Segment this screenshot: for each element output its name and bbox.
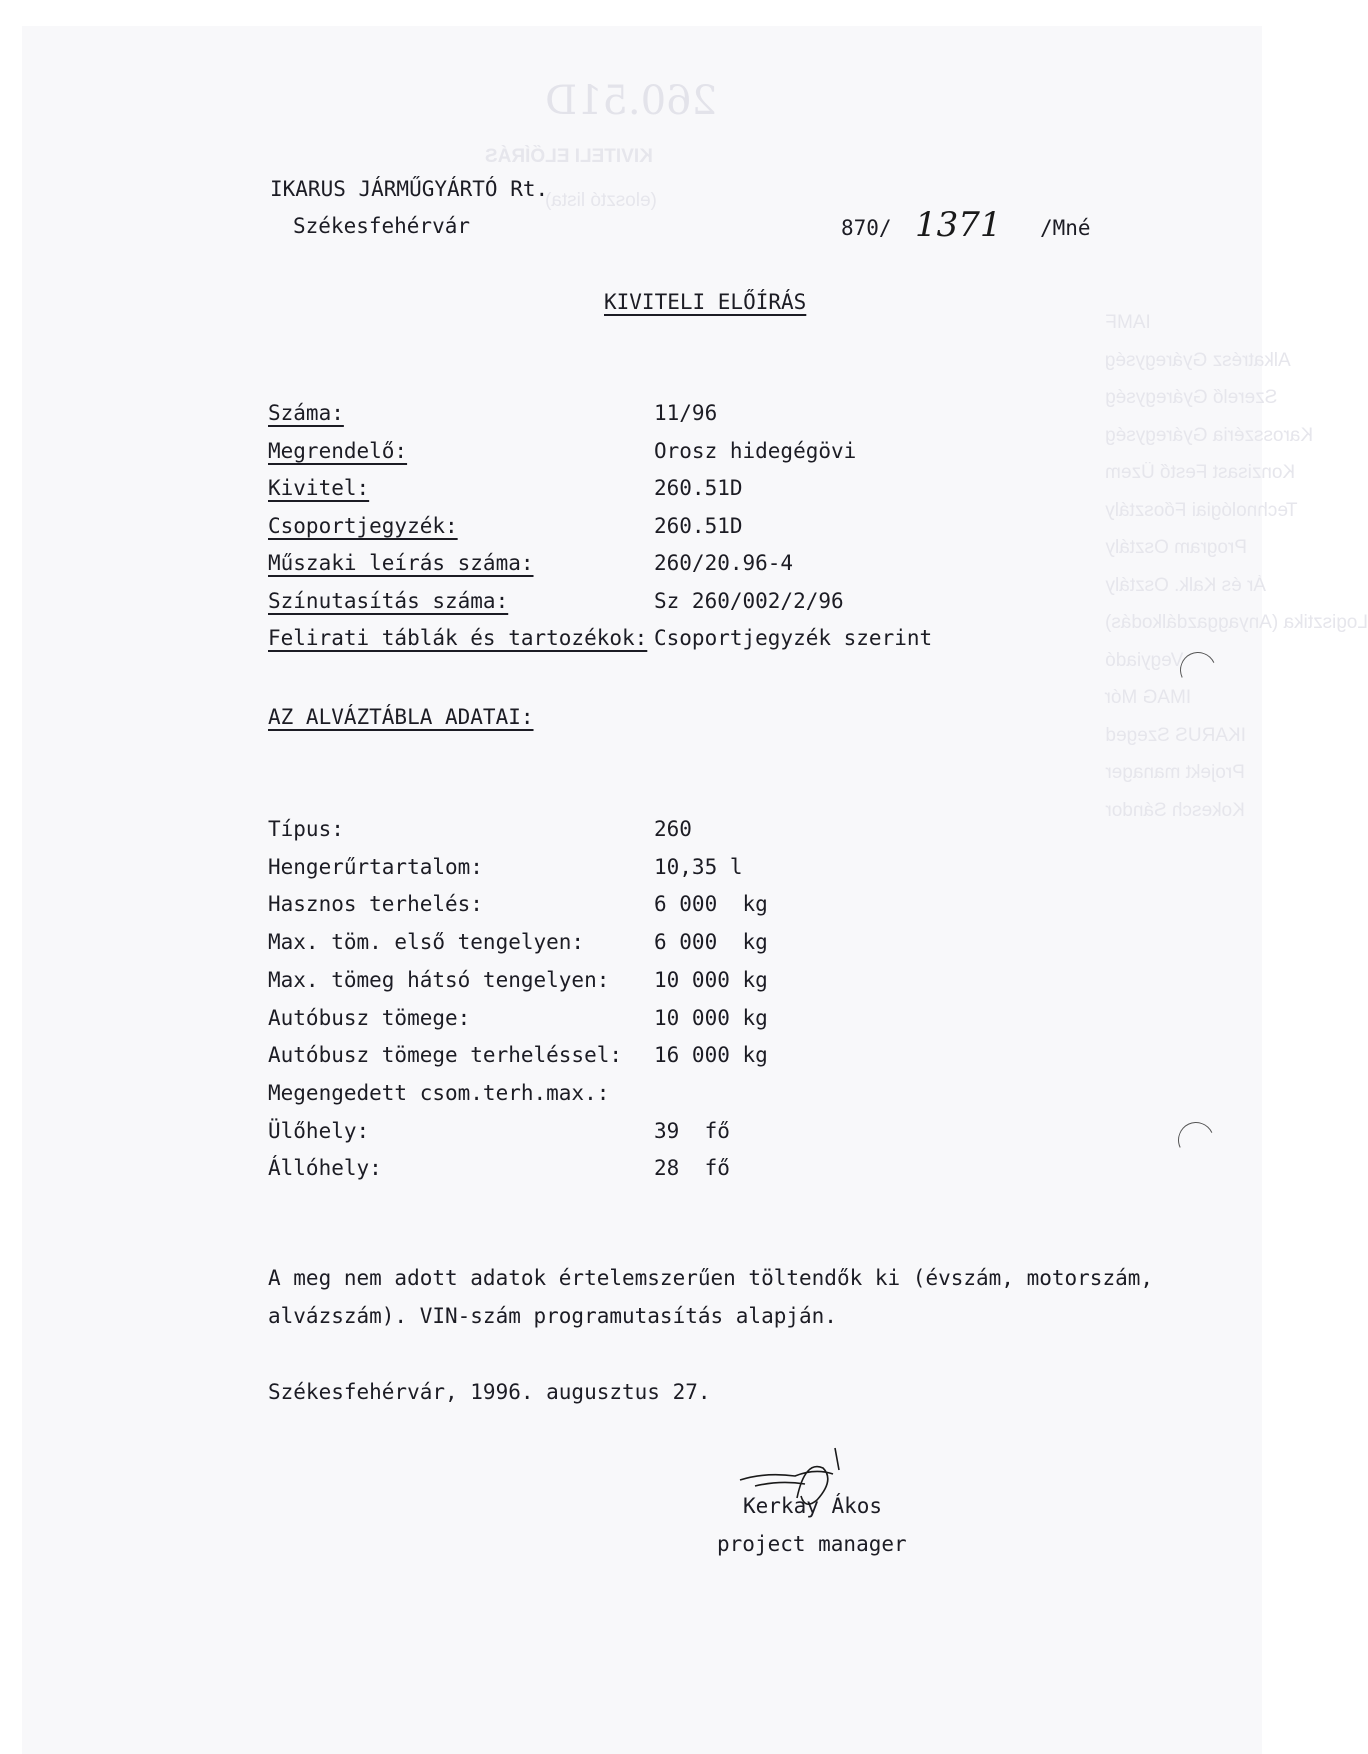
bleed-through-title: KIVITELI ELŐÍRÁS bbox=[485, 146, 653, 167]
note-line-1: A meg nem adott adatok értelemszerűen töltendők ki (évszám, motorszám, bbox=[268, 1266, 1154, 1290]
bleed-through-code: 260.51D bbox=[545, 78, 718, 124]
spec-value: 260/20.96-4 bbox=[654, 551, 794, 575]
spec-value: Sz 260/002/2/96 bbox=[654, 589, 844, 613]
bleed-through-item: Program Osztály bbox=[1105, 537, 1247, 558]
chassis-label: Típus: bbox=[268, 817, 344, 841]
spec-label: Csoportjegyzék: bbox=[268, 514, 458, 538]
chassis-label: Állóhely: bbox=[268, 1156, 382, 1180]
chassis-label: Autóbusz tömege: bbox=[268, 1006, 471, 1030]
chassis-value: 16 000 kg bbox=[654, 1043, 768, 1067]
reference-suffix: /Mné bbox=[1040, 216, 1091, 240]
spec-label: Megrendelő: bbox=[268, 439, 408, 463]
note-line-2: alvázszám). VIN-szám programutasítás alapján. bbox=[268, 1304, 837, 1328]
chassis-label: Hasznos terhelés: bbox=[268, 892, 483, 916]
bleed-through-item: Projekt manager bbox=[1105, 762, 1245, 783]
bleed-through-item: Konzisast Festő Üzem bbox=[1105, 462, 1296, 483]
bleed-through-item: Ár és Kalk. Osztály bbox=[1105, 575, 1266, 596]
spec-label: Kivitel: bbox=[268, 476, 370, 500]
chassis-label: Hengerűrtartalom: bbox=[268, 855, 483, 879]
spec-label: Színutasítás száma: bbox=[268, 589, 509, 613]
spec-value: Csoportjegyzék szerint bbox=[654, 626, 933, 650]
chassis-value: 39 fő bbox=[654, 1119, 730, 1143]
chassis-value: 10,35 l bbox=[654, 855, 743, 879]
bleed-through-item: Karosszéria Gyáregység bbox=[1105, 425, 1314, 446]
chassis-value: 6 000 kg bbox=[654, 930, 768, 954]
chassis-value: 28 fő bbox=[654, 1156, 730, 1180]
bleed-through-item: Vegyiadó bbox=[1105, 650, 1184, 671]
company-name: IKARUS JÁRMŰGYÁRTÓ Rt. bbox=[270, 177, 549, 201]
bleed-through-item: IAMF bbox=[1105, 312, 1151, 333]
signatory-role: project manager bbox=[717, 1532, 907, 1556]
spec-value: 11/96 bbox=[654, 401, 718, 425]
spec-value: Orosz hidegégövi bbox=[654, 439, 857, 463]
reference-number-handwritten: 1371 bbox=[915, 205, 1002, 245]
chassis-label: Max. töm. első tengelyen: bbox=[268, 930, 585, 954]
bleed-through-subtitle: (elosztó lista) bbox=[545, 190, 657, 211]
spec-value: 260.51D bbox=[654, 476, 743, 500]
chassis-value: 10 000 kg bbox=[654, 1006, 768, 1030]
chassis-label: Max. tömeg hátsó tengelyen: bbox=[268, 968, 610, 992]
bleed-through-item: Szerelő Gyáregység bbox=[1105, 387, 1278, 408]
bleed-through-item: Logisztika (Anyaggazdálkodás) bbox=[1105, 612, 1368, 633]
chassis-label: Megengedett csom.terh.max.: bbox=[268, 1081, 610, 1105]
chassis-label: Ülőhely: bbox=[268, 1119, 370, 1143]
bleed-through-item: Kokesch Sándor bbox=[1105, 800, 1245, 821]
signatory-name: Kerkay Ákos bbox=[743, 1494, 883, 1518]
spec-value: 260.51D bbox=[654, 514, 743, 538]
chassis-value: 6 000 kg bbox=[654, 892, 768, 916]
chassis-heading: AZ ALVÁZTÁBLA ADATAI: bbox=[268, 705, 534, 729]
bleed-through-item: Technológiai Főosztály bbox=[1105, 500, 1298, 521]
document-page bbox=[22, 26, 1262, 1754]
reference-prefix: 870/ bbox=[841, 216, 892, 240]
company-city: Székesfehérvár bbox=[293, 214, 471, 238]
page-title: KIVITELI ELŐÍRÁS bbox=[604, 290, 807, 314]
chassis-value: 10 000 kg bbox=[654, 968, 768, 992]
spec-label: Műszaki leírás száma: bbox=[268, 551, 534, 575]
chassis-value: 260 bbox=[654, 817, 692, 841]
spec-label: Felirati táblák és tartozékok: bbox=[268, 626, 648, 650]
chassis-label: Autóbusz tömege terheléssel: bbox=[268, 1043, 623, 1067]
bleed-through-item: IKARUS Szeged bbox=[1105, 725, 1246, 746]
date-line: Székesfehérvár, 1996. augusztus 27. bbox=[268, 1380, 711, 1404]
bleed-through-item: Alkatrész Gyáregység bbox=[1105, 350, 1291, 371]
bleed-through-item: IMAG Mór bbox=[1105, 687, 1192, 708]
spec-label: Száma: bbox=[268, 401, 344, 425]
